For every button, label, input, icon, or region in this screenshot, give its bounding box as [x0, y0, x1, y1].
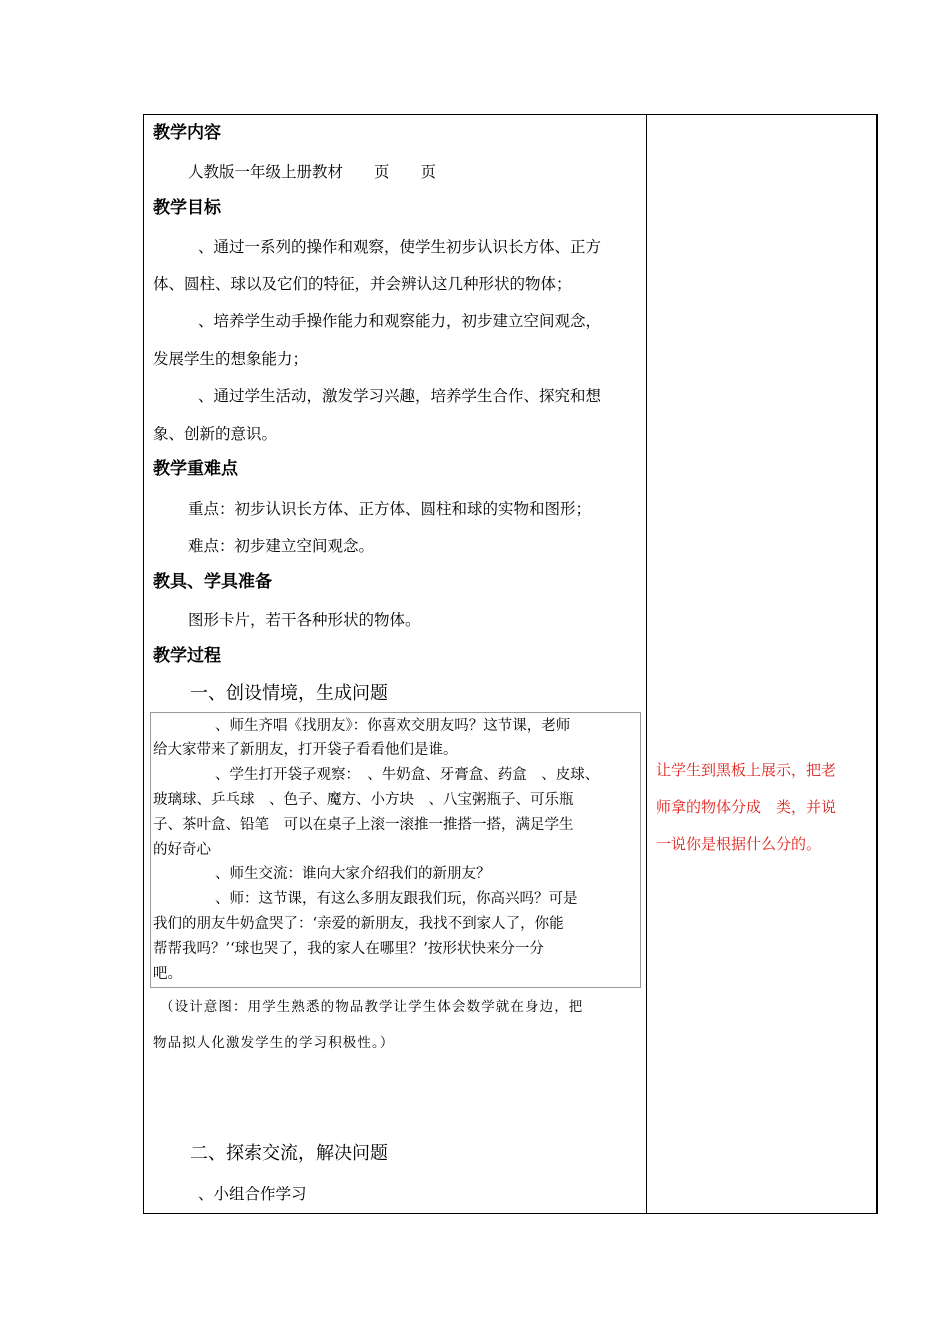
process-heading: 教学过程: [153, 646, 221, 666]
content-text: 人教版一年级上册教材 页 页: [188, 163, 437, 181]
design-intent-line: 物品拟人化激发学生的学习积极性。）: [153, 1035, 395, 1051]
box-line: 吧。: [153, 966, 182, 982]
section1-title: 一、创设情境，生成问题: [190, 683, 388, 704]
teacher-note-line: 师拿的物体分成 类，并说: [656, 798, 837, 816]
section2-title: 二、探索交流，解决问题: [190, 1143, 388, 1164]
box-line: 给大家带来了新朋友，打开袋子看看他们是谁。: [153, 742, 458, 758]
box-line: 玻璃球、乒乓球 、色子、魔方、小方块 、八宝粥瓶子、可乐瓶: [153, 792, 574, 808]
box-line: 、师：这节课，有这么多朋友跟我们玩，你高兴吗？可是: [215, 891, 578, 907]
box-line: 、学生打开袋子观察： 、牛奶盒、牙膏盒、药盒 、皮球、: [215, 767, 600, 783]
goal-line: 发展学生的想象能力；: [153, 350, 309, 368]
box-line: 、师生齐唱《找朋友》：你喜欢交朋友吗？这节课，老师: [215, 718, 571, 734]
key-point: 重点：初步认识长方体、正方体、圆柱和球的实物和图形；: [188, 500, 592, 518]
content-heading: 教学内容: [153, 123, 221, 143]
tools-heading: 教具、学具准备: [153, 572, 272, 592]
tools-text: 图形卡片，若干各种形状的物体。: [188, 611, 421, 629]
box-line: 子、茶叶盒、铅笔 可以在桌子上滚一滚推一推搭一搭，满足学生: [153, 817, 574, 833]
goal-line: 体、圆柱、球以及它们的特征，并会辨认这几种形状的物体；: [153, 275, 572, 293]
box-line: 、师生交流：谁向大家介绍我们的新朋友？: [215, 866, 491, 882]
column-divider: [646, 114, 647, 1214]
teacher-note-line: 一说你是根据什么分的。: [656, 835, 822, 853]
design-intent-line: （设计意图：用学生熟悉的物品教学让学生体会数学就在身边，把: [160, 999, 584, 1015]
goal-line: 、通过学生活动，激发学习兴趣，培养学生合作、探究和想: [198, 387, 602, 405]
goal-line: 、培养学生动手操作能力和观察能力，初步建立空间观念，: [198, 312, 602, 330]
difficult-point: 难点：初步建立空间观念。: [188, 537, 375, 555]
section2-item: 、小组合作学习: [198, 1185, 307, 1203]
teacher-note-line: 让学生到黑板上展示，把老: [656, 761, 837, 779]
box-line: 的好奇心: [153, 842, 211, 858]
goals-heading: 教学目标: [153, 198, 221, 218]
box-line: 我们的朋友牛奶盒哭了：‘亲爱的新朋友，我找不到家人了，你能: [153, 916, 564, 932]
box-line: 帮帮我吗？’‘球也哭了，我的家人在哪里？’按形状快来分一分: [153, 941, 544, 957]
goal-line: 、通过一系列的操作和观察，使学生初步认识长方体、正方: [198, 238, 602, 256]
goal-line: 象、创新的意识。: [153, 425, 278, 443]
key-heading: 教学重难点: [153, 459, 238, 479]
